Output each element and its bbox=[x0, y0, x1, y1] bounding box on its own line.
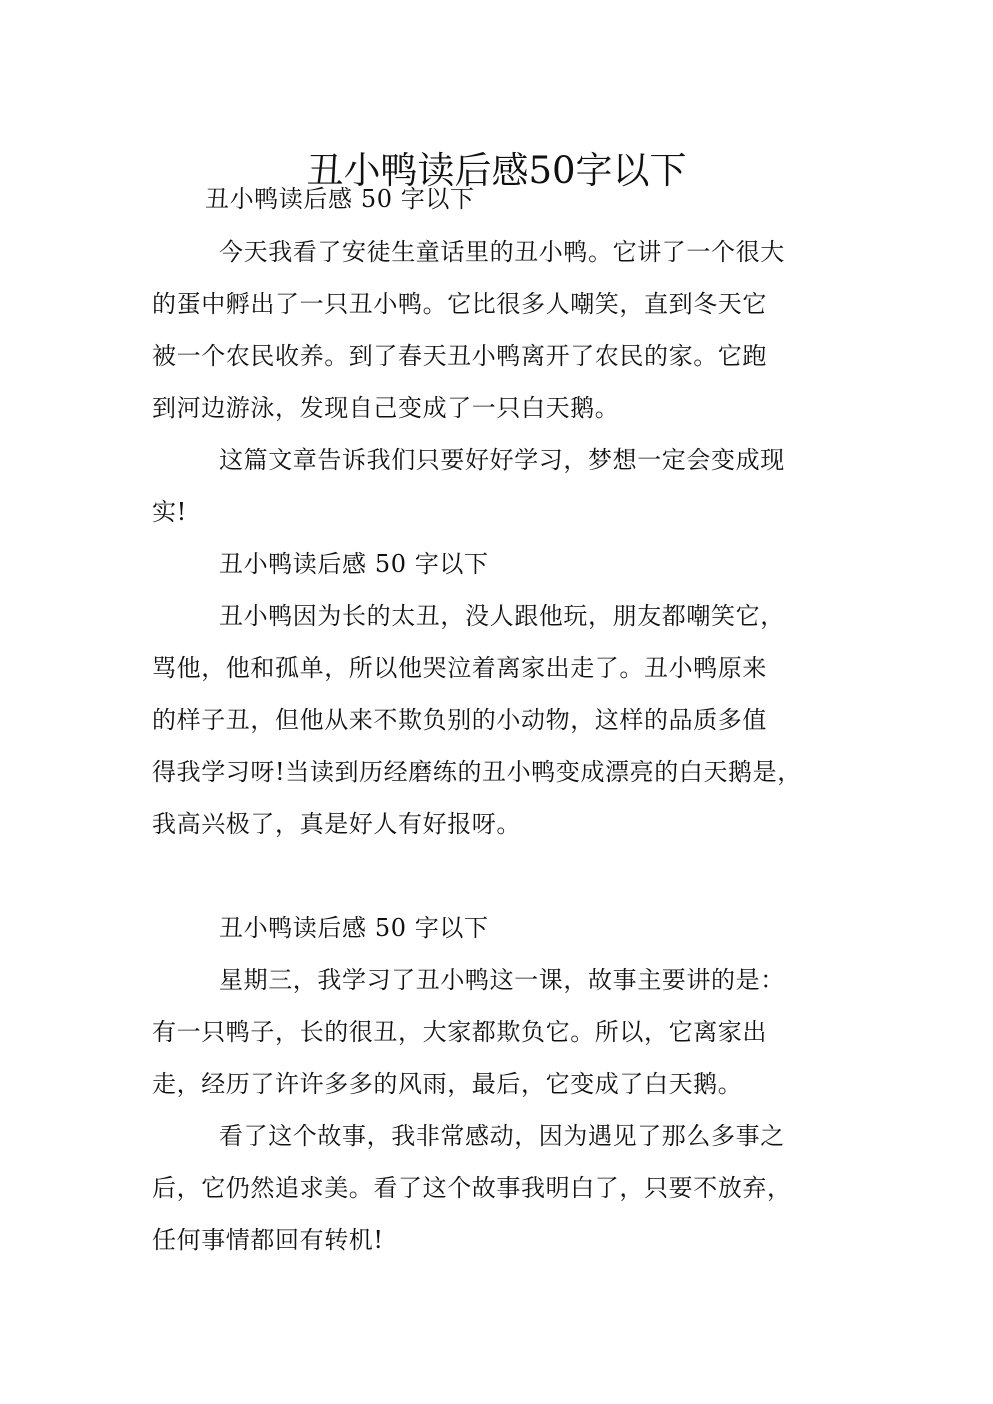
paragraph-line: 的样子丑，但他从来不欺负别的小动物，这样的品质多值 bbox=[152, 706, 767, 734]
paragraph-line: 被一个农民收养。到了春天丑小鸭离开了农民的家。它跑 bbox=[152, 342, 767, 370]
paragraph-line: 丑小鸭因为长的太丑，没人跟他玩，朋友都嘲笑它， bbox=[219, 602, 785, 630]
paragraph-line: 实! bbox=[152, 498, 187, 526]
paragraph-line: 看了这个故事，我非常感动，因为遇见了那么多事之 bbox=[219, 1122, 785, 1150]
paragraph-line: 后，它仍然追求美。看了这个故事我明白了，只要不放弃， bbox=[152, 1174, 792, 1202]
document-title: 丑小鸭读后感50字以下 bbox=[306, 148, 687, 192]
paragraph-line: 今天我看了安徒生童话里的丑小鸭。它讲了一个很大 bbox=[219, 238, 785, 266]
paragraph-line: 我高兴极了，真是好人有好报呀。 bbox=[152, 810, 521, 838]
paragraph-line: 骂他，他和孤单，所以他哭泣着离家出走了。丑小鸭原来 bbox=[152, 654, 767, 682]
document-subtitle: 丑小鸭读后感 50 字以下 bbox=[205, 185, 475, 213]
paragraph-line: 这篇文章告诉我们只要好好学习，梦想一定会变成现 bbox=[219, 446, 785, 474]
paragraph-line: 走，经历了许许多多的风雨，最后，它变成了白天鹅。 bbox=[152, 1070, 743, 1098]
paragraph-line: 到河边游泳，发现自己变成了一只白天鹅。 bbox=[152, 394, 620, 422]
section-heading: 丑小鸭读后感 50 字以下 bbox=[219, 914, 489, 942]
paragraph-line: 的蛋中孵出了一只丑小鸭。它比很多人嘲笑，直到冬天它 bbox=[152, 290, 767, 318]
paragraph-line: 星期三，我学习了丑小鸭这一课，故事主要讲的是： bbox=[219, 966, 785, 994]
section-heading: 丑小鸭读后感 50 字以下 bbox=[219, 550, 489, 578]
paragraph-line: 得我学习呀!当读到历经磨练的丑小鸭变成漂亮的白天鹅是， bbox=[152, 758, 802, 786]
paragraph-line: 任何事情都回有转机! bbox=[152, 1226, 384, 1254]
paragraph-line: 有一只鸭子，长的很丑，大家都欺负它。所以，它离家出 bbox=[152, 1018, 767, 1046]
